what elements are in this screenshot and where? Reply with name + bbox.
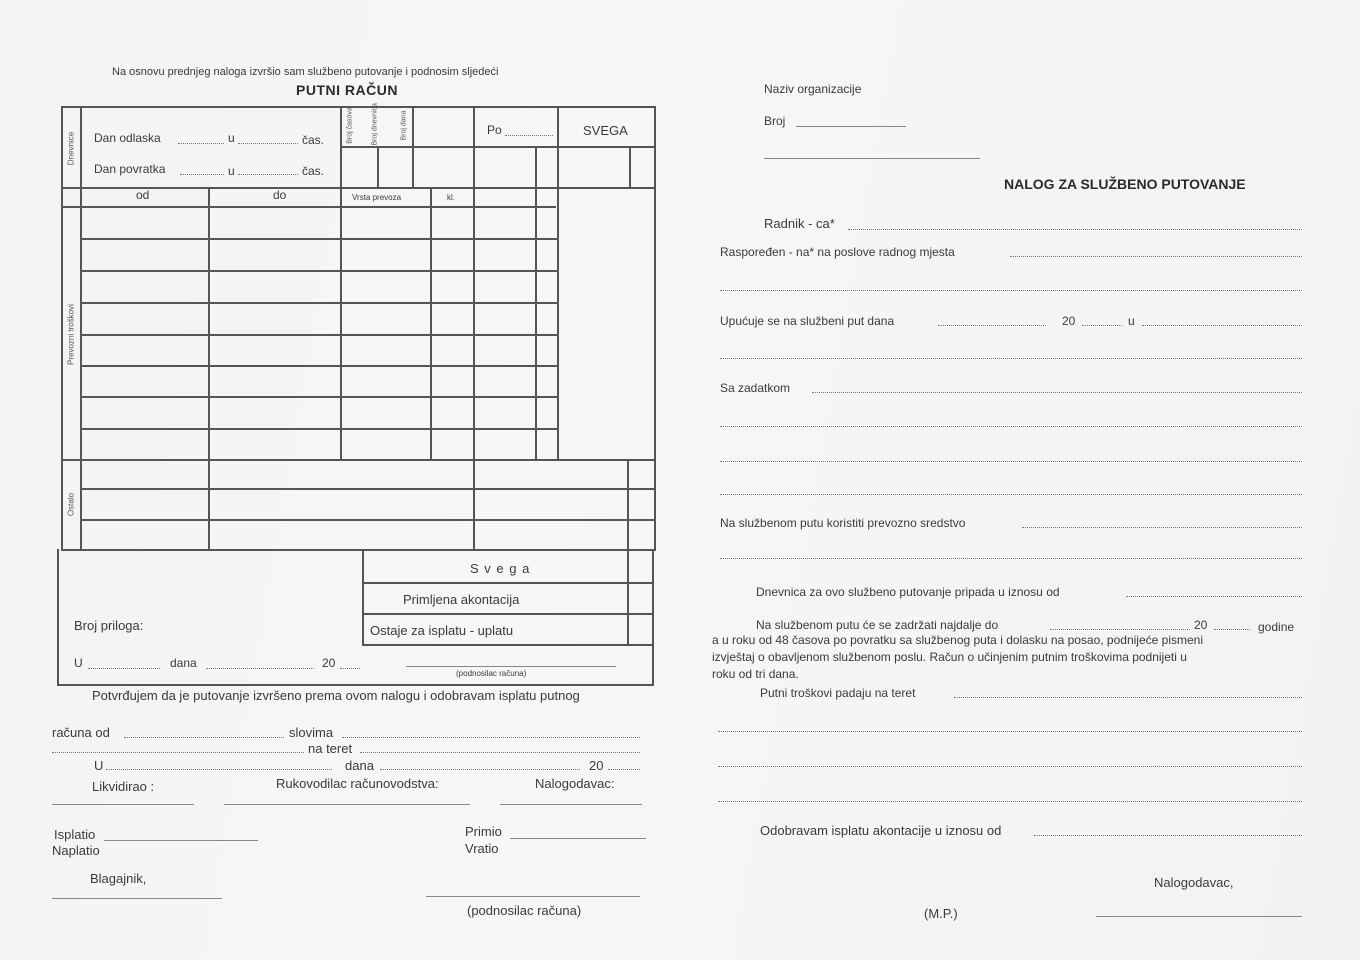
side-label-dnevnice: Dnevnice: [66, 131, 76, 166]
blagajnik-label: Blagajnik,: [90, 871, 147, 886]
u-city-label: U: [74, 656, 83, 670]
upucuje-label: Upućuje se na službeni put dana: [720, 314, 895, 328]
nalogodavac-label-right: Nalogodavac,: [1154, 875, 1234, 890]
broj-dnevnica-label: Broj dnevnica: [371, 103, 379, 146]
primio-label: Primio: [465, 824, 502, 839]
potvrdjujem-text: Potvrđujem da je putovanje izvršeno prema ovom nalogu i odobravam isplatu putnog: [92, 688, 580, 703]
year-label: 20: [322, 656, 336, 670]
dana-label-2: dana: [345, 758, 374, 773]
isplatio-label: Isplatio: [54, 827, 96, 842]
zadrzati-label: Na službenom putu će se zadržati najdalje do: [756, 618, 999, 632]
paragraph-line-1: a u roku od 48 časova po povratku sa službenog puta i dolasku na posao, podnijeće pismeni: [712, 633, 1203, 647]
cas-label: čas.: [302, 164, 325, 178]
racuna-od-label: računa od: [52, 725, 110, 740]
ostaje-label: Ostaje za isplatu - uplatu: [370, 623, 514, 638]
side-label-ostalo: Ostalo: [66, 492, 76, 517]
naplatio-label: Naplatio: [52, 843, 100, 858]
svega-header: SVEGA: [583, 123, 628, 138]
kl-header: kl.: [447, 193, 455, 202]
primljena-akontacija-label: Primljena akontacija: [403, 592, 520, 607]
svega-sum-label: S v e g a: [470, 561, 531, 576]
broj-casova-label: Broj časova: [346, 107, 354, 144]
rukovodilac-label: Rukovodilac računovodstva:: [276, 776, 439, 791]
likvidirao-label: Likvidirao :: [92, 779, 155, 794]
dana-label: dana: [170, 656, 197, 670]
u-label: u: [228, 131, 235, 145]
broj-priloga-label: Broj priloga:: [74, 618, 144, 633]
nalogodavac-label-left: Nalogodavac:: [535, 776, 615, 791]
dan-odlaska-label: Dan odlaska: [94, 131, 161, 145]
naziv-organizacije-label: Naziv organizacije: [764, 82, 862, 96]
od-header: od: [136, 188, 150, 202]
intro-text: Na osnovu prednjeg naloga izvršio sam službeno putovanje i podnosim sljedeći: [112, 66, 499, 78]
nalog-title: NALOG ZA SLUŽBENO PUTOVANJE: [1004, 176, 1246, 192]
dnevnica-label: Dnevnica za ovo službeno putovanje pripada u iznosu od: [756, 585, 1060, 599]
dan-povratka-label: Dan povratka: [94, 162, 166, 176]
do-header: do: [273, 188, 287, 202]
podnosilac-small: (podnosilac računa): [456, 669, 527, 678]
side-label-prevozni: Prevozni troškovi: [66, 304, 76, 365]
u-label: u: [228, 164, 235, 178]
u-label-2: U: [94, 758, 104, 773]
odobravam-label: Odobravam isplatu akontacije u iznosu od: [760, 823, 1002, 838]
godine-label: godine: [1258, 620, 1295, 634]
podnosilac-label: (podnosilac računa): [467, 903, 582, 918]
broj-dana-label: Broj dana: [400, 110, 408, 141]
broj-label: Broj: [764, 114, 786, 128]
na-teret-label: na teret: [308, 741, 353, 756]
upucuje-u: u: [1128, 314, 1135, 328]
mp-label: (M.P.): [924, 906, 958, 921]
paragraph-line-2: izvještaj o obavljenom službenom poslu. Račun o učinjenim putnim troškovima podnijeti u: [712, 650, 1187, 664]
year-label-2: 20: [589, 758, 604, 773]
cas-label: čas.: [302, 133, 325, 147]
paragraph-line-3: roku od tri dana.: [712, 667, 799, 681]
radnik-label: Radnik - ca*: [764, 216, 835, 231]
prevozno-label: Na službenom putu koristiti prevozno sredstvo: [720, 516, 966, 530]
upucuje-year: 20: [1062, 314, 1076, 328]
rasporeden-label: Raspoređen - na* na poslove radnog mjesta: [720, 245, 955, 259]
po-label: Po: [487, 123, 502, 137]
vrsta-prevoza-header: Vrsta prevoza: [352, 193, 402, 202]
slovima-label: slovima: [289, 725, 334, 740]
putni-racun-title: PUTNI RAČUN: [296, 82, 398, 98]
sa-zadatkom-label: Sa zadatkom: [720, 381, 791, 395]
putni-troskovi-label: Putni troškovi padaju na teret: [760, 686, 916, 700]
vratio-label: Vratio: [465, 841, 499, 856]
zadrzati-year: 20: [1194, 618, 1208, 632]
